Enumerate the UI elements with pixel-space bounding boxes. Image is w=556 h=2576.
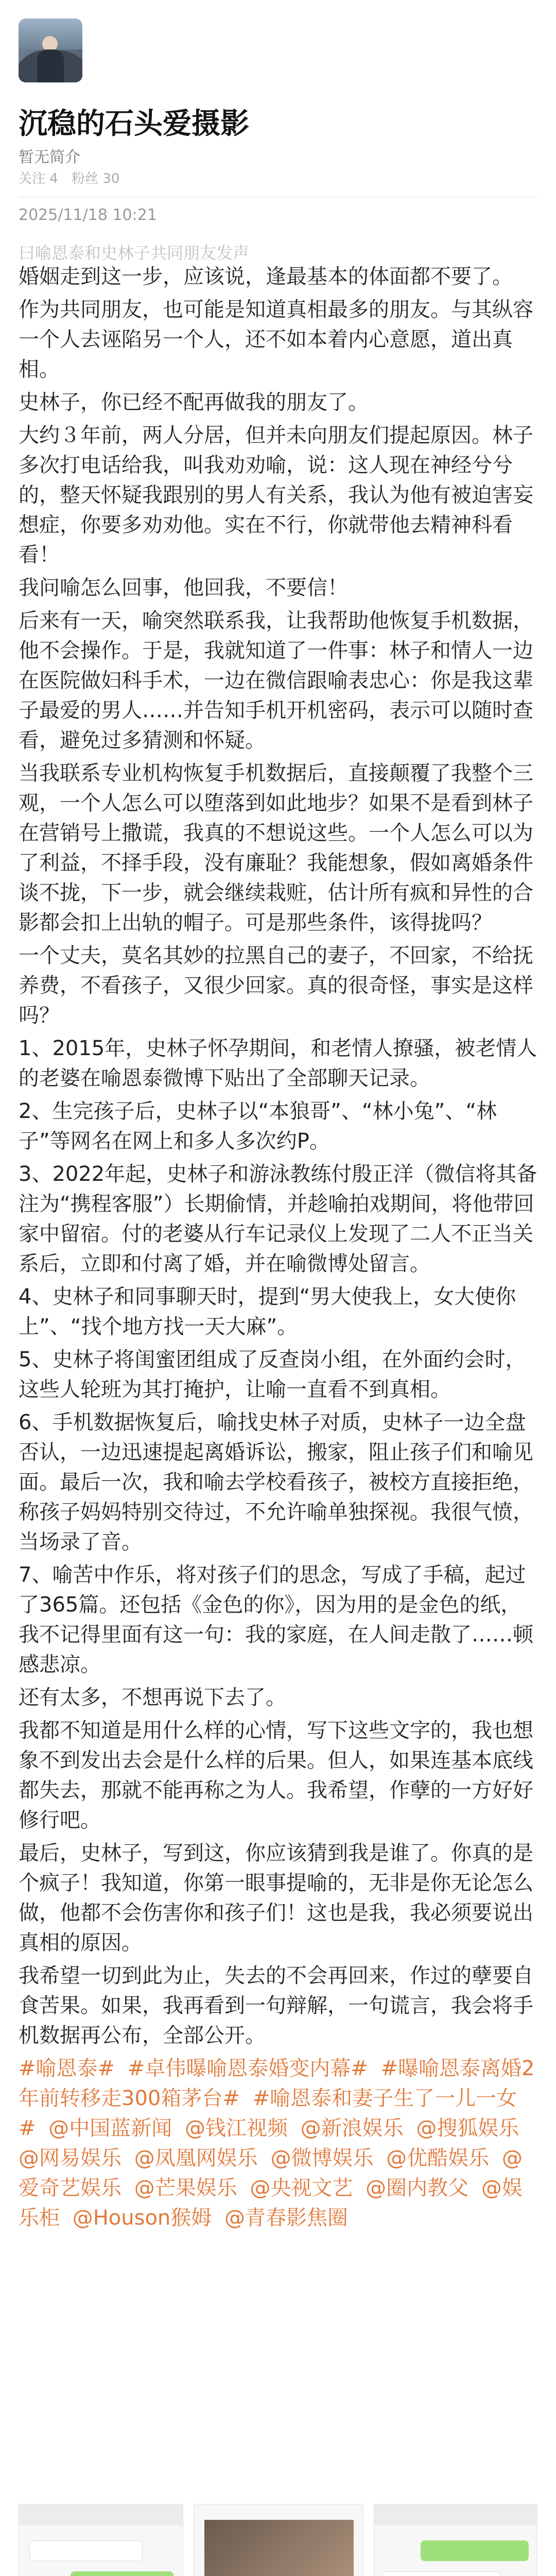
mention-link[interactable]: @网易娱乐 [19, 2146, 121, 2170]
divider [19, 197, 537, 198]
paragraph: 7、喻苦中作乐，将对孩子们的思念，写成了手稿，起过了365篇。还包括《金色的你》，因为用的是金色的纸，我不记得里面有这一句：我的家庭，在人间走散了……顿感悲凉。 [19, 1563, 533, 1676]
paragraph: 5、史林子将闺蜜团组成了反查岗小组，在外面约会时，这些人轮班为其打掩护，让喻一直看不到真相。 [19, 1348, 526, 1401]
mention-link[interactable]: @Houson猴姆 [72, 2206, 212, 2230]
paragraph: 婚姻走到这一步，应该说，逢最基本的体面都不要了。 [19, 265, 513, 289]
post-tag-label[interactable]: 曰喻恩泰和史林子共同朋友发声 [19, 243, 250, 263]
paragraph: 一个丈夫，莫名其妙的拉黑自己的妻子，不回家，不给抚养费，不看孩子，又很少回家。真的很奇怪，事实是这样吗？ [19, 944, 533, 1027]
mention-link[interactable]: @中国蓝新闻 [48, 2116, 172, 2140]
paragraph: 6、手机数据恢复后，喻找史林子对质，史林子一边全盘否认，一边迅速提起离婚诉讼，搬家，阻止孩子们和喻见面。最后一次，我和喻去学校看孩子，被校方直接拒绝，称孩子妈妈特别交待过，不允许喻单独探视。我很气愤，当场录了音。 [19, 1411, 533, 1554]
hashtag-link[interactable]: #喻恩泰和妻子生了一儿一女# [19, 2087, 517, 2140]
paragraph: 最后，史林子，写到这，你应该猜到我是谁了。你真的是个疯子！我知道，你第一眼事提喻的，无非是你无论怎么做，他都不会伤害你和孩子们！这也是我，我必须要说出真相的原因。 [19, 1841, 533, 1955]
mention-link[interactable]: @爱奇艺娱乐 [19, 2146, 523, 2200]
hashtag-list [19, 2054, 537, 2233]
hashtag-link[interactable]: #曝喻恩泰离婚2年前转移走300箱茅台# [19, 2057, 535, 2110]
paragraph: 我问喻怎么回事，他回我，不要信！ [19, 576, 348, 600]
mention-link[interactable]: @微博娱乐 [270, 2146, 374, 2170]
paragraph: 大约３年前，两人分居，但并未向朋友们提起原因。林子多次打电话给我，叫我劝劝喻，说：这人现在神经兮兮的，整天怀疑我跟别的男人有关系，我认为他有被迫害妄想症，你要多劝劝他。实在不行，你就带他去精神科看看！ [19, 423, 533, 567]
photo-screenshot[interactable] [194, 2504, 363, 2576]
mention-link[interactable]: @优酷娱乐 [386, 2146, 490, 2170]
paragraph: 2、生完孩子后，史林子以“本狼哥”、“林小兔”、“林子”等网名在网上和多人多次约P。 [19, 1099, 497, 1153]
mention-link[interactable]: @娱乐柜 [19, 2176, 523, 2230]
paragraph: 我希望一切到此为止，失去的不会再回来，作过的孽要自食苦果。如果，我再看到一句辩解，一句谎言，我会将手机数据再公布，全部公开。 [19, 1964, 533, 2047]
screenshot-collage [19, 2504, 537, 2576]
paragraph: 后来有一天，喻突然联系我，让我帮助他恢复手机数据，他不会操作。于是，我就知道了一件事：林子和情人一边在医院做妇科手术，一边在微信跟喻表忠心：你是我这辈子最爱的男人……并告知手机开机密码，表示可以随时查看，避免过多猜测和怀疑。 [19, 609, 533, 752]
paragraph: 1、2015年，史林子怀孕期间，和老情人撩骚，被老情人的老婆在喻恩泰微博下贴出了全部聊天记录。 [19, 1037, 537, 1090]
paragraph: 当我联系专业机构恢复手机数据后，直接颠覆了我整个三观，一个人怎么可以堕落到如此地步？如果不是看到林子在营销号上撒谎，我真的不想说这些。一个人怎么可以为了利益，不择手段，没有廉耻？我能想象，假如离婚条件谈不拢，下一步，就会继续栽赃，估计所有疯和异性的合影都会扣上出轨的帽子。可是那些条件，该得拢吗？ [19, 761, 533, 935]
mention-link[interactable]: @央视文艺 [250, 2176, 353, 2200]
avatar[interactable] [19, 19, 82, 82]
chat-screenshot[interactable] [19, 2504, 183, 2576]
profile-bio: 暂无简介 [19, 148, 80, 166]
profile-name[interactable]: 沉稳的石头爱摄影 [19, 107, 249, 141]
mention-link[interactable]: @凤凰网娱乐 [134, 2146, 258, 2170]
paragraph: 史林子，你已经不配再做我的朋友了。 [19, 391, 369, 414]
post-article [19, 262, 537, 2233]
profile-stats [19, 168, 129, 187]
mention-link[interactable]: @搜狐娱乐 [416, 2116, 519, 2140]
paragraph: 还有太多，不想再说下去了。 [19, 1686, 286, 1709]
hashtag-link[interactable]: #喻恩泰# [19, 2057, 115, 2080]
hashtag-link[interactable]: #卓伟曝喻恩泰婚变内幕# [127, 2057, 368, 2080]
avatar-figure [37, 49, 64, 82]
profile-header [0, 0, 556, 201]
mention-link[interactable]: @新浪娱乐 [300, 2116, 404, 2140]
paragraph: 我都不知道是用什么样的心情，写下这些文字的，我也想象不到发出去会是什么样的后果。但人，如果连基本底线都失去，那就不能再称之为人。我希望，作孽的一方好好修行吧。 [19, 1719, 533, 1832]
mention-link[interactable]: @钱江视频 [184, 2116, 288, 2140]
paragraph: 3、2022年起，史林子和游泳教练付殷正洋（微信将其备注为“携程客服”）长期偷情，并趁喻拍戏期间，将他带回家中留宿。付的老婆从行车记录仪上发现了二人不正当关系后，立即和付离了婚，并在喻微博处留言。 [19, 1162, 537, 1276]
paragraph: 4、史林子和同事聊天时，提到“男大使我上，女大使你上”、“找个地方找一天大麻”。 [19, 1285, 516, 1338]
following-count[interactable]: 关注 4 [19, 171, 58, 187]
paragraph: 作为共同朋友，也可能是知道真相最多的朋友。与其纵容一个人去诬陷另一个人，还不如本着内心意愿，道出真相。 [19, 298, 533, 381]
mention-link[interactable]: @青春影焦圈 [224, 2206, 349, 2230]
follower-count[interactable]: 粉丝 30 [72, 171, 120, 187]
mention-link[interactable]: @芒果娱乐 [134, 2176, 237, 2200]
mention-link[interactable]: @圈内教父 [366, 2176, 469, 2200]
chat-screenshot[interactable] [374, 2504, 537, 2576]
post-time: 2025/11/18 10:21 [19, 206, 157, 224]
